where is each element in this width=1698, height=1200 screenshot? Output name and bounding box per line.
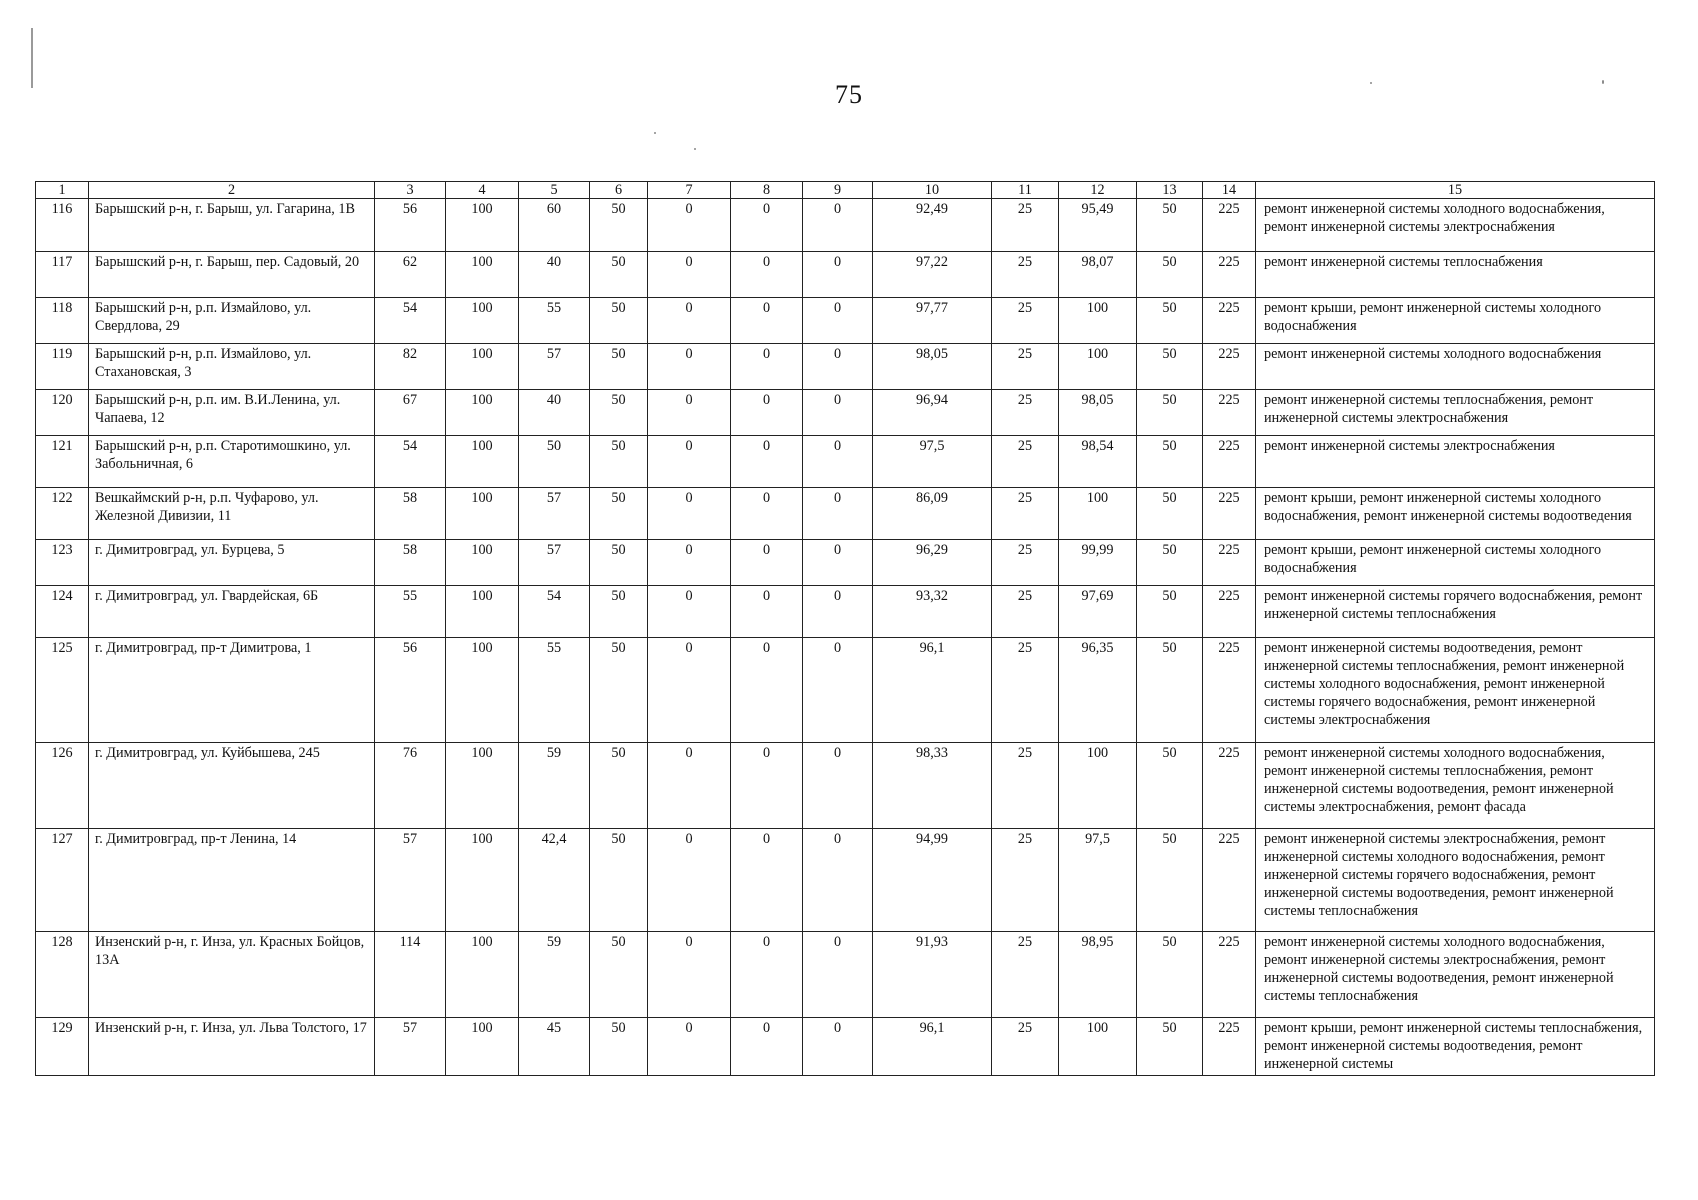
value-cell: 100	[1059, 298, 1137, 344]
value-cell: 225	[1203, 344, 1256, 390]
row-number-cell: 116	[36, 199, 89, 252]
column-header: 10	[873, 182, 992, 199]
value-cell: 97,22	[873, 252, 992, 298]
value-cell: 225	[1203, 436, 1256, 488]
value-cell: 225	[1203, 829, 1256, 932]
column-header: 4	[446, 182, 519, 199]
value-cell: 50	[1137, 1018, 1203, 1076]
value-cell: 50	[519, 436, 590, 488]
value-cell: 86,09	[873, 488, 992, 540]
column-header: 14	[1203, 182, 1256, 199]
value-cell: 0	[803, 638, 873, 743]
value-cell: 97,5	[1059, 829, 1137, 932]
row-number-cell: 123	[36, 540, 89, 586]
value-cell: 0	[648, 344, 731, 390]
work-types-cell: ремонт инженерной системы теплоснабжения	[1256, 252, 1655, 298]
value-cell: 0	[731, 436, 803, 488]
value-cell: 50	[1137, 932, 1203, 1018]
table-row	[36, 298, 1655, 344]
value-cell: 0	[731, 488, 803, 540]
value-cell: 25	[992, 1018, 1059, 1076]
table-row	[36, 436, 1655, 488]
value-cell: 42,4	[519, 829, 590, 932]
work-types-cell: ремонт крыши, ремонт инженерной системы теплоснабжения, ремонт инженерной системы водоотведения, ремонт инженерной системы	[1256, 1018, 1655, 1076]
value-cell: 54	[375, 298, 446, 344]
table-row	[36, 199, 1655, 252]
value-cell: 0	[803, 344, 873, 390]
value-cell: 0	[648, 743, 731, 829]
value-cell: 45	[519, 1018, 590, 1076]
value-cell: 0	[648, 638, 731, 743]
address-cell: Барышский р-н, г. Барыш, пер. Садовый, 20	[89, 252, 375, 298]
value-cell: 50	[1137, 298, 1203, 344]
value-cell: 0	[648, 932, 731, 1018]
value-cell: 58	[375, 488, 446, 540]
value-cell: 58	[375, 540, 446, 586]
column-header: 13	[1137, 182, 1203, 199]
value-cell: 50	[590, 390, 648, 436]
table-row	[36, 932, 1655, 1018]
value-cell: 50	[590, 743, 648, 829]
value-cell: 59	[519, 743, 590, 829]
work-types-cell: ремонт инженерной системы холодного водоснабжения, ремонт инженерной системы теплоснабжения, ремонт инженерной системы водоотведения, ремонт инженерной системы электроснабжения, ремонт фасада	[1256, 743, 1655, 829]
value-cell: 50	[590, 344, 648, 390]
value-cell: 0	[648, 829, 731, 932]
value-cell: 50	[590, 488, 648, 540]
work-types-cell: ремонт инженерной системы теплоснабжения, ремонт инженерной системы электроснабжения	[1256, 390, 1655, 436]
value-cell: 0	[648, 252, 731, 298]
value-cell: 93,32	[873, 586, 992, 638]
value-cell: 50	[1137, 829, 1203, 932]
value-cell: 25	[992, 488, 1059, 540]
value-cell: 50	[590, 436, 648, 488]
table-row	[36, 743, 1655, 829]
value-cell: 55	[375, 586, 446, 638]
value-cell: 94,99	[873, 829, 992, 932]
address-cell: г. Димитровград, ул. Гвардейская, 6Б	[89, 586, 375, 638]
value-cell: 99,99	[1059, 540, 1137, 586]
value-cell: 225	[1203, 1018, 1256, 1076]
value-cell: 0	[731, 252, 803, 298]
value-cell: 96,1	[873, 1018, 992, 1076]
value-cell: 100	[446, 932, 519, 1018]
value-cell: 0	[648, 540, 731, 586]
table-row	[36, 252, 1655, 298]
value-cell: 57	[375, 829, 446, 932]
value-cell: 50	[1137, 436, 1203, 488]
row-number-cell: 125	[36, 638, 89, 743]
value-cell: 25	[992, 199, 1059, 252]
value-cell: 100	[446, 829, 519, 932]
value-cell: 50	[590, 586, 648, 638]
work-types-cell: ремонт крыши, ремонт инженерной системы холодного водоснабжения, ремонт инженерной системы водоотведения	[1256, 488, 1655, 540]
value-cell: 0	[731, 638, 803, 743]
address-cell: Барышский р-н, г. Барыш, ул. Гагарина, 1В	[89, 199, 375, 252]
column-header: 1	[36, 182, 89, 199]
value-cell: 0	[803, 390, 873, 436]
value-cell: 97,69	[1059, 586, 1137, 638]
value-cell: 50	[590, 829, 648, 932]
value-cell: 0	[731, 344, 803, 390]
value-cell: 97,77	[873, 298, 992, 344]
value-cell: 0	[731, 932, 803, 1018]
value-cell: 50	[590, 1018, 648, 1076]
value-cell: 50	[1137, 540, 1203, 586]
work-types-cell: ремонт инженерной системы холодного водоснабжения, ремонт инженерной системы электроснабжения, ремонт инженерной системы водоотведения, ремонт инженерной системы теплоснабжения	[1256, 932, 1655, 1018]
row-number-cell: 129	[36, 1018, 89, 1076]
column-header: 8	[731, 182, 803, 199]
scan-margin-line	[31, 28, 33, 88]
value-cell: 25	[992, 298, 1059, 344]
value-cell: 56	[375, 199, 446, 252]
row-number-cell: 121	[36, 436, 89, 488]
address-cell: Барышский р-н, р.п. Измайлово, ул. Стахановская, 3	[89, 344, 375, 390]
row-number-cell: 118	[36, 298, 89, 344]
value-cell: 0	[803, 298, 873, 344]
value-cell: 25	[992, 436, 1059, 488]
value-cell: 100	[1059, 1018, 1137, 1076]
value-cell: 50	[1137, 252, 1203, 298]
value-cell: 57	[519, 488, 590, 540]
value-cell: 25	[992, 344, 1059, 390]
column-number-row	[36, 182, 1655, 199]
value-cell: 96,1	[873, 638, 992, 743]
housing-repair-table	[35, 181, 1655, 1076]
value-cell: 98,33	[873, 743, 992, 829]
value-cell: 100	[446, 1018, 519, 1076]
value-cell: 0	[731, 586, 803, 638]
scan-speck	[694, 148, 696, 150]
work-types-cell: ремонт инженерной системы водоотведения, ремонт инженерной системы теплоснабжения, ремонт инженерной системы холодного водоснабжения, ремонт инженерной системы горячего водоснабжения, ремонт инженерной системы электроснабжения	[1256, 638, 1655, 743]
value-cell: 0	[648, 199, 731, 252]
value-cell: 0	[803, 488, 873, 540]
table-row	[36, 540, 1655, 586]
value-cell: 25	[992, 252, 1059, 298]
value-cell: 91,93	[873, 932, 992, 1018]
value-cell: 25	[992, 540, 1059, 586]
value-cell: 100	[446, 540, 519, 586]
table-row	[36, 1018, 1655, 1076]
address-cell: г. Димитровград, ул. Куйбышева, 245	[89, 743, 375, 829]
work-types-cell: ремонт инженерной системы электроснабжения	[1256, 436, 1655, 488]
table-row	[36, 829, 1655, 932]
value-cell: 100	[446, 298, 519, 344]
value-cell: 100	[446, 344, 519, 390]
value-cell: 0	[648, 1018, 731, 1076]
work-types-cell: ремонт инженерной системы горячего водоснабжения, ремонт инженерной системы теплоснабжения	[1256, 586, 1655, 638]
value-cell: 50	[590, 638, 648, 743]
value-cell: 100	[446, 199, 519, 252]
value-cell: 0	[803, 743, 873, 829]
address-cell: Инзенский р-н, г. Инза, ул. Красных Бойцов, 13А	[89, 932, 375, 1018]
value-cell: 100	[446, 638, 519, 743]
column-header: 7	[648, 182, 731, 199]
column-header: 2	[89, 182, 375, 199]
value-cell: 225	[1203, 488, 1256, 540]
table-row	[36, 344, 1655, 390]
work-types-cell: ремонт инженерной системы холодного водоснабжения, ремонт инженерной системы электроснабжения	[1256, 199, 1655, 252]
value-cell: 25	[992, 829, 1059, 932]
value-cell: 0	[648, 586, 731, 638]
column-header: 9	[803, 182, 873, 199]
value-cell: 100	[1059, 344, 1137, 390]
value-cell: 50	[590, 252, 648, 298]
value-cell: 97,5	[873, 436, 992, 488]
value-cell: 96,35	[1059, 638, 1137, 743]
value-cell: 0	[803, 1018, 873, 1076]
value-cell: 82	[375, 344, 446, 390]
value-cell: 225	[1203, 586, 1256, 638]
value-cell: 98,05	[873, 344, 992, 390]
value-cell: 25	[992, 586, 1059, 638]
table-row	[36, 488, 1655, 540]
value-cell: 60	[519, 199, 590, 252]
value-cell: 0	[731, 199, 803, 252]
address-cell: г. Димитровград, пр-т Димитрова, 1	[89, 638, 375, 743]
table-row	[36, 638, 1655, 743]
row-number-cell: 117	[36, 252, 89, 298]
value-cell: 55	[519, 298, 590, 344]
value-cell: 0	[648, 298, 731, 344]
value-cell: 50	[590, 932, 648, 1018]
value-cell: 50	[1137, 344, 1203, 390]
value-cell: 225	[1203, 743, 1256, 829]
value-cell: 225	[1203, 252, 1256, 298]
value-cell: 96,29	[873, 540, 992, 586]
column-header: 12	[1059, 182, 1137, 199]
table-row	[36, 390, 1655, 436]
value-cell: 0	[731, 540, 803, 586]
value-cell: 25	[992, 390, 1059, 436]
value-cell: 55	[519, 638, 590, 743]
row-number-cell: 119	[36, 344, 89, 390]
page-number: 75	[835, 80, 863, 109]
value-cell: 114	[375, 932, 446, 1018]
work-types-cell: ремонт крыши, ремонт инженерной системы холодного водоснабжения	[1256, 298, 1655, 344]
value-cell: 50	[590, 199, 648, 252]
value-cell: 95,49	[1059, 199, 1137, 252]
value-cell: 0	[648, 436, 731, 488]
value-cell: 40	[519, 252, 590, 298]
value-cell: 57	[519, 540, 590, 586]
scan-speck	[654, 132, 656, 134]
value-cell: 50	[590, 298, 648, 344]
value-cell: 50	[590, 540, 648, 586]
value-cell: 225	[1203, 932, 1256, 1018]
value-cell: 57	[375, 1018, 446, 1076]
value-cell: 40	[519, 390, 590, 436]
value-cell: 50	[1137, 390, 1203, 436]
column-header: 3	[375, 182, 446, 199]
address-cell: г. Димитровград, ул. Бурцева, 5	[89, 540, 375, 586]
column-header: 6	[590, 182, 648, 199]
address-cell: Вешкаймский р-н, р.п. Чуфарово, ул. Железной Дивизии, 11	[89, 488, 375, 540]
column-header: 11	[992, 182, 1059, 199]
work-types-cell: ремонт инженерной системы холодного водоснабжения	[1256, 344, 1655, 390]
row-number-cell: 127	[36, 829, 89, 932]
value-cell: 225	[1203, 638, 1256, 743]
row-number-cell: 128	[36, 932, 89, 1018]
value-cell: 225	[1203, 199, 1256, 252]
value-cell: 0	[731, 1018, 803, 1076]
value-cell: 98,05	[1059, 390, 1137, 436]
row-number-cell: 120	[36, 390, 89, 436]
value-cell: 54	[375, 436, 446, 488]
column-header: 5	[519, 182, 590, 199]
value-cell: 59	[519, 932, 590, 1018]
value-cell: 50	[1137, 586, 1203, 638]
value-cell: 50	[1137, 199, 1203, 252]
work-types-cell: ремонт крыши, ремонт инженерной системы холодного водоснабжения	[1256, 540, 1655, 586]
address-cell: Инзенский р-н, г. Инза, ул. Льва Толстого, 17	[89, 1018, 375, 1076]
value-cell: 98,07	[1059, 252, 1137, 298]
value-cell: 62	[375, 252, 446, 298]
value-cell: 57	[519, 344, 590, 390]
value-cell: 0	[648, 390, 731, 436]
value-cell: 0	[803, 436, 873, 488]
value-cell: 98,95	[1059, 932, 1137, 1018]
value-cell: 100	[446, 390, 519, 436]
value-cell: 25	[992, 638, 1059, 743]
value-cell: 100	[1059, 488, 1137, 540]
value-cell: 100	[446, 488, 519, 540]
value-cell: 92,49	[873, 199, 992, 252]
value-cell: 0	[731, 298, 803, 344]
value-cell: 100	[446, 252, 519, 298]
value-cell: 225	[1203, 540, 1256, 586]
value-cell: 0	[731, 829, 803, 932]
value-cell: 25	[992, 932, 1059, 1018]
row-number-cell: 126	[36, 743, 89, 829]
value-cell: 100	[446, 436, 519, 488]
row-number-cell: 124	[36, 586, 89, 638]
table-row	[36, 586, 1655, 638]
value-cell: 100	[446, 586, 519, 638]
value-cell: 225	[1203, 390, 1256, 436]
value-cell: 50	[1137, 743, 1203, 829]
value-cell: 225	[1203, 298, 1256, 344]
value-cell: 100	[1059, 743, 1137, 829]
address-cell: Барышский р-н, р.п. им. В.И.Ленина, ул. Чапаева, 12	[89, 390, 375, 436]
value-cell: 100	[446, 743, 519, 829]
value-cell: 67	[375, 390, 446, 436]
value-cell: 54	[519, 586, 590, 638]
value-cell: 0	[731, 743, 803, 829]
address-cell: г. Димитровград, пр-т Ленина, 14	[89, 829, 375, 932]
row-number-cell: 122	[36, 488, 89, 540]
value-cell: 0	[803, 932, 873, 1018]
value-cell: 50	[1137, 488, 1203, 540]
address-cell: Барышский р-н, р.п. Старотимошкино, ул. Забольничная, 6	[89, 436, 375, 488]
value-cell: 0	[803, 199, 873, 252]
value-cell: 0	[731, 390, 803, 436]
value-cell: 0	[648, 488, 731, 540]
value-cell: 76	[375, 743, 446, 829]
value-cell: 0	[803, 829, 873, 932]
value-cell: 25	[992, 743, 1059, 829]
value-cell: 0	[803, 540, 873, 586]
column-header: 15	[1256, 182, 1655, 199]
work-types-cell: ремонт инженерной системы электроснабжения, ремонт инженерной системы холодного водоснабжения, ремонт инженерной системы горячего водоснабжения, ремонт инженерной системы водоотведения, ремонт инженерной системы теплоснабжения	[1256, 829, 1655, 932]
value-cell: 96,94	[873, 390, 992, 436]
address-cell: Барышский р-н, р.п. Измайлово, ул. Свердлова, 29	[89, 298, 375, 344]
value-cell: 56	[375, 638, 446, 743]
value-cell: 0	[803, 586, 873, 638]
value-cell: 50	[1137, 638, 1203, 743]
value-cell: 98,54	[1059, 436, 1137, 488]
value-cell: 0	[803, 252, 873, 298]
